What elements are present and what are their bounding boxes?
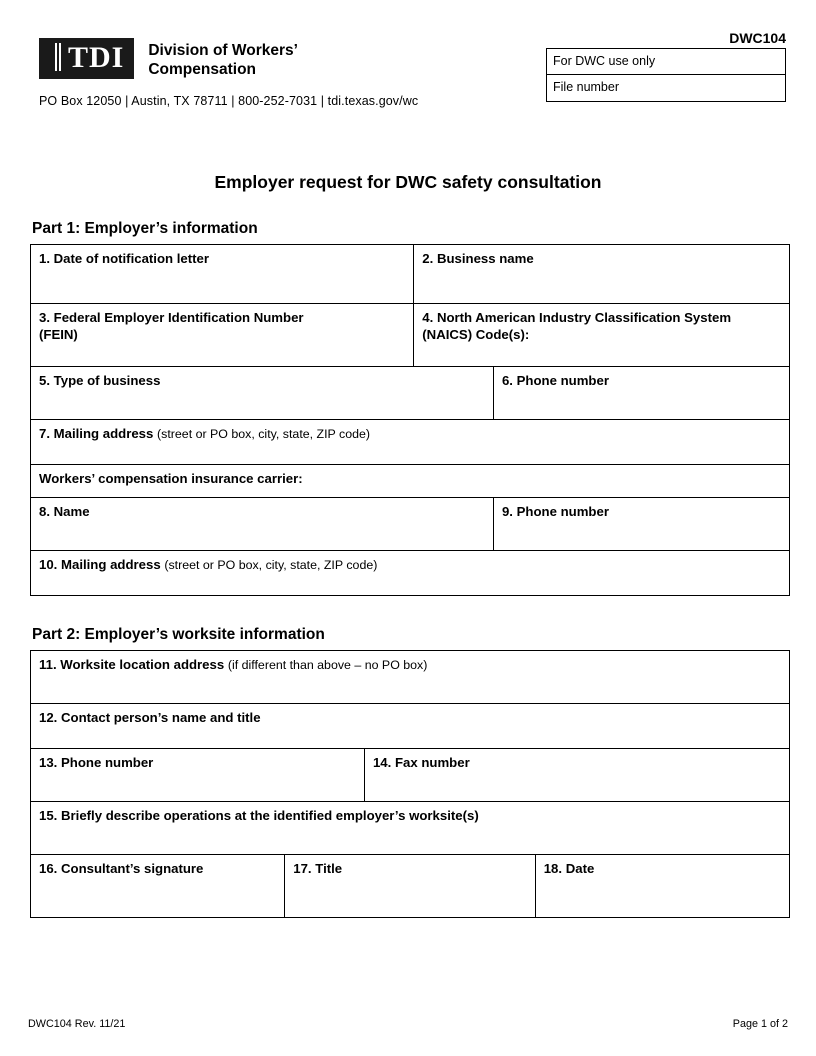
field-mailing-address-hint: (street or PO box, city, state, ZIP code)	[157, 427, 371, 441]
field-business-name[interactable]: 2. Business name	[414, 245, 790, 304]
dwc-use-only-box	[546, 48, 786, 102]
table-row	[31, 855, 790, 918]
field-worksite-fax-number[interactable]: 14. Fax number	[364, 749, 789, 802]
field-consultant-signature[interactable]: 16. Consultant’s signature	[31, 855, 285, 918]
division-name	[148, 38, 298, 80]
document-header	[28, 30, 788, 126]
table-row	[31, 367, 790, 420]
carrier-section-label: Workers’ compensation insurance carrier:	[31, 465, 790, 498]
part2-heading: Part 2: Employer’s worksite information	[32, 626, 325, 643]
field-carrier-mailing-address-label: 10. Mailing address	[39, 557, 161, 572]
table-row	[31, 465, 790, 498]
form-code: DWC104	[729, 30, 786, 46]
division-name-line1: Division of Workers’	[148, 42, 298, 59]
file-number-label: File number	[553, 80, 619, 94]
field-employer-phone-number[interactable]: 6. Phone number	[493, 367, 789, 420]
footer-page-number: Page 1 of 2	[732, 1018, 788, 1030]
table-row	[31, 802, 790, 855]
field-fein-line2: (FEIN)	[39, 326, 78, 342]
field-type-of-business[interactable]: 5. Type of business	[31, 367, 494, 420]
field-worksite-location-address[interactable]	[31, 651, 790, 704]
table-row	[31, 420, 790, 465]
tdi-logo	[39, 38, 298, 80]
field-fein[interactable]	[31, 304, 414, 367]
field-consultant-date[interactable]: 18. Date	[535, 855, 789, 918]
field-worksite-location-address-label: 11. Worksite location address	[39, 657, 225, 672]
table-row	[31, 551, 790, 596]
field-mailing-address-label: 7. Mailing address	[39, 426, 154, 441]
field-carrier-phone-number[interactable]: 9. Phone number	[493, 498, 789, 551]
field-mailing-address[interactable]	[31, 420, 790, 465]
tdi-logo-text: TDI	[68, 41, 125, 74]
table-row	[31, 651, 790, 704]
part1-table	[30, 244, 790, 596]
field-worksite-location-address-hint: (if different than above – no PO box)	[227, 658, 428, 672]
part1-heading: Part 1: Employer’s information	[32, 220, 258, 237]
field-consultant-title[interactable]: 17. Title	[285, 855, 535, 918]
field-naics-line1: 4. North American Industry Classification System	[422, 310, 732, 325]
field-worksite-phone-number[interactable]: 13. Phone number	[31, 749, 365, 802]
table-row	[31, 749, 790, 802]
table-row	[31, 498, 790, 551]
tdi-bars-icon	[55, 43, 64, 71]
page-title: Employer request for DWC safety consultation	[214, 172, 602, 192]
footer-revision: DWC104 Rev. 11/21	[28, 1018, 126, 1030]
document-footer	[28, 1018, 788, 1030]
field-carrier-name[interactable]: 8. Name	[31, 498, 494, 551]
division-name-line2: Compensation	[148, 60, 257, 78]
field-date-of-notification-letter[interactable]: 1. Date of notification letter	[31, 245, 414, 304]
field-carrier-mailing-address[interactable]	[31, 551, 790, 596]
dwc-use-only-label: For DWC use only	[547, 49, 785, 75]
table-row	[31, 245, 790, 304]
table-row	[31, 704, 790, 749]
field-operations-description[interactable]: 15. Briefly describe operations at the identified employer’s worksite(s)	[31, 802, 790, 855]
table-row	[31, 304, 790, 367]
part2-table	[30, 650, 790, 918]
field-naics-line2: (NAICS) Code(s):	[422, 326, 530, 342]
tdi-logo-mark	[39, 38, 134, 79]
agency-address: PO Box 12050 | Austin, TX 78711 | 800-252-7031 | tdi.texas.gov/wc	[39, 94, 419, 108]
field-fein-line1: 3. Federal Employer Identification Number	[39, 310, 304, 325]
field-contact-person-name-title[interactable]: 12. Contact person’s name and title	[31, 704, 790, 749]
field-naics-code[interactable]	[414, 304, 790, 367]
field-carrier-mailing-address-hint: (street or PO box, city, state, ZIP code)	[164, 558, 378, 572]
